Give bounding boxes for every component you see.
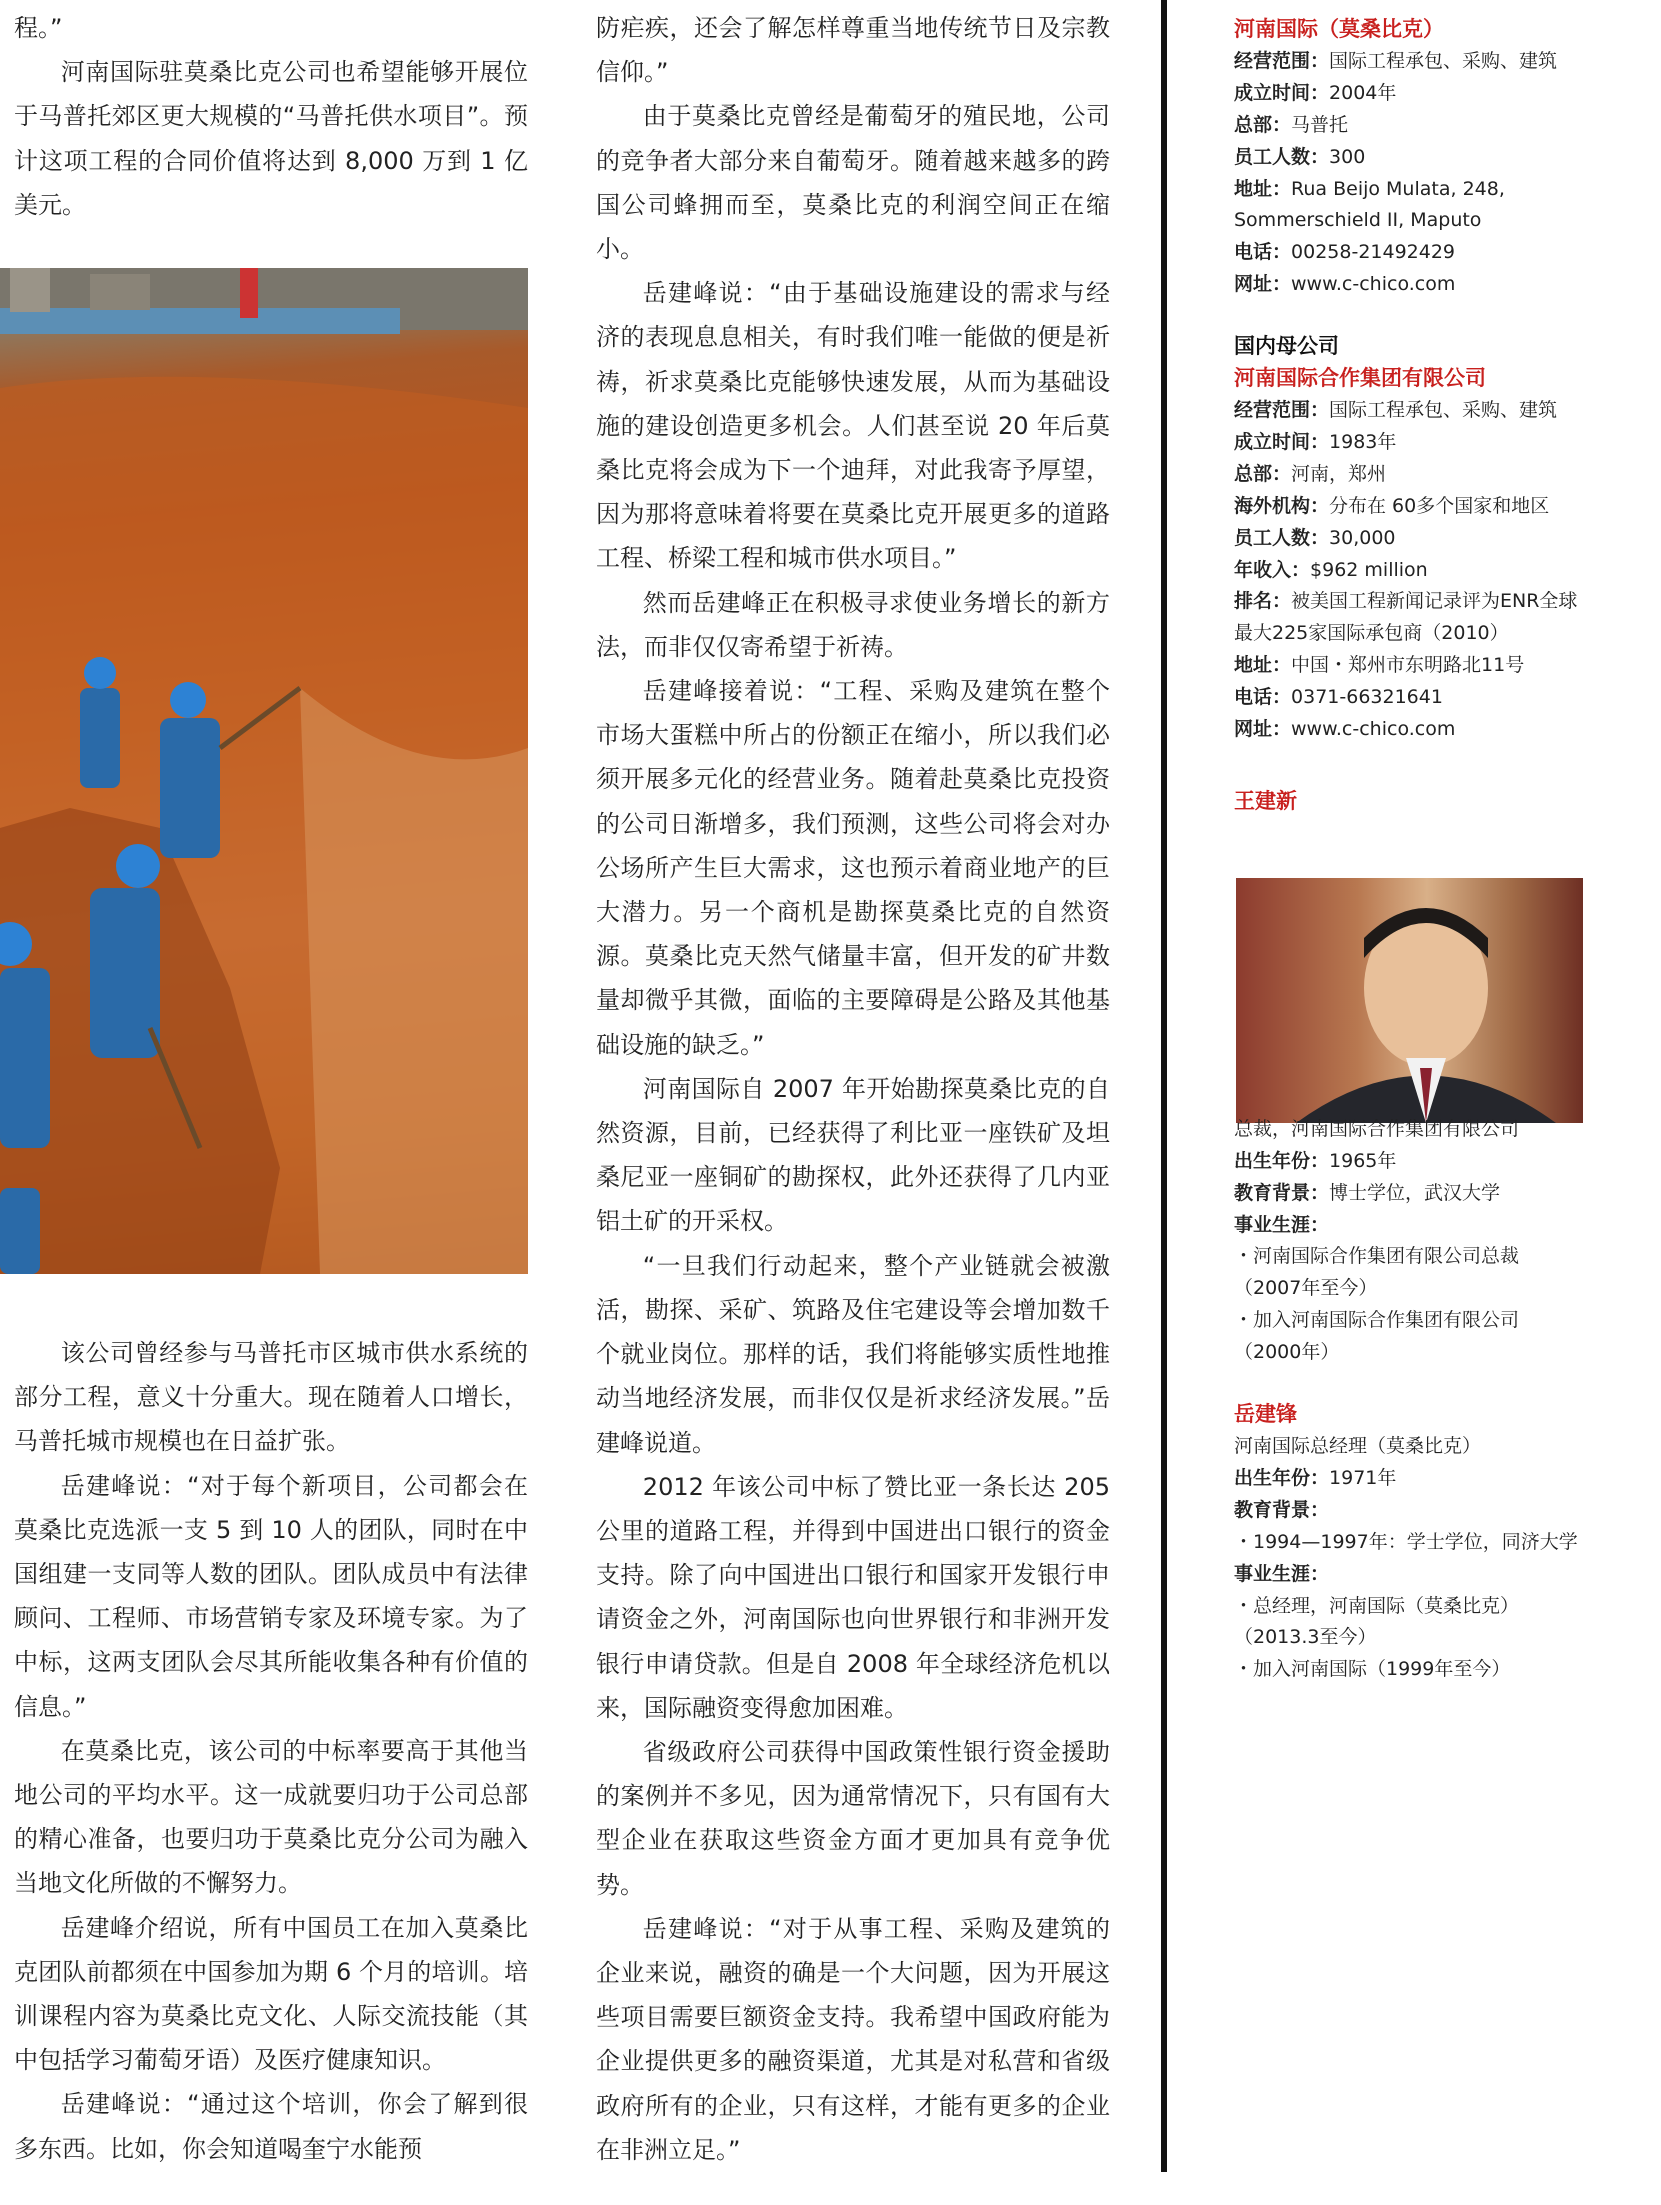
career-item: ・总经理，河南国际（莫桑比克）（2013.3至今） (1234, 1594, 1520, 1649)
career-item: ・加入河南国际（1999年至今） (1234, 1658, 1511, 1681)
info-row: 经营范围：国际工程承包、采购、建筑 (1234, 49, 1558, 72)
person-title: 总裁，河南国际合作集团有限公司 (1234, 1117, 1520, 1140)
info-row: 地址：Rua Beijo Mulata, 248, Sommerschield II, Maputo (1234, 177, 1505, 232)
column-1-top (14, 6, 528, 227)
info-row: 网址：www.c-chico.com (1234, 718, 1456, 741)
career-label: 事业生涯： (1234, 1562, 1330, 1585)
info-row: 员工人数：30,000 (1234, 526, 1396, 549)
info-row: 年收入：$962 million (1234, 558, 1428, 581)
paragraph: 2012 年该公司中标了赞比亚一条长达 205 公里的道路工程，并得到中国进出口银行的资金支持。除了向中国进出口银行和国家开发银行申请资金之外，河南国际也向世界银行和非洲开发银行申请贷款。但是自 2008 年全球经济危机以来，国际融资变得愈加困难。 (596, 1472, 1110, 1722)
info-row: 网址：www.c-chico.com (1234, 273, 1456, 296)
person-title: 河南国际总经理（莫桑比克） (1234, 1435, 1482, 1457)
education-label: 教育背景： (1234, 1498, 1330, 1521)
paragraph: 岳建峰说：“对于每个新项目，公司都会在莫桑比克选派一支 5 到 10 人的团队，同时在中国组建一支同等人数的团队。团队成员中有法律顾问、工程师、市场营销专家及环境专家。为了中标，这两支团队会尽其所能收集各种有价值的信息。” (14, 1471, 528, 1721)
paragraph: 岳建峰介绍说，所有中国员工在加入莫桑比克团队前都须在中国参加为期 6 个月的培训。培训课程内容为莫桑比克文化、人际交流技能（其中包括学习葡萄牙语）及医疗健康知识。 (14, 1913, 528, 2075)
info-row: 成立时间：1983年 (1234, 430, 1397, 453)
person-name: 岳建锋 (1234, 1402, 1297, 1427)
info-row: 成立时间：2004年 (1234, 81, 1397, 104)
info-row: 总部：马普托 (1234, 113, 1349, 136)
info-row: 员工人数：300 (1234, 145, 1366, 168)
column-2 (596, 6, 1110, 2172)
paragraph: 程。” (14, 14, 63, 42)
paragraph: 河南国际驻莫桑比克公司也希望能够开展位于马普托郊区更大规模的“马普托供水项目”。预计这项工程的合同价值将达到 8,000 万到 1 亿美元。 (14, 58, 528, 219)
parent-company-label: 国内母公司 (1234, 334, 1339, 359)
info-row: 出生年份：1965年 (1234, 1149, 1397, 1172)
column-1-bottom (14, 1331, 528, 2171)
sidebar (1234, 14, 1586, 1686)
info-row: 总部：河南，郑州 (1234, 462, 1387, 485)
paragraph: 在莫桑比克，该公司的中标率要高于其他当地公司的平均水平。这一成就要归功于公司总部的精心准备，也要归功于莫桑比克分公司为融入当地文化所做的不懈努力。 (14, 1736, 528, 1898)
info-row: 教育背景：博士学位，武汉大学 (1234, 1181, 1501, 1204)
career-item: ・河南国际合作集团有限公司总裁（2007年至今） (1234, 1245, 1520, 1300)
career-item: ・加入河南国际合作集团有限公司（2000年） (1234, 1309, 1520, 1364)
info-row: 排名：被美国工程新闻记录评为ENR全球最大225家国际承包商（2010） (1234, 590, 1578, 645)
info-row: 经营范围：国际工程承包、采购、建筑 (1234, 398, 1558, 421)
info-row: 海外机构：分布在 60多个国家和地区 (1234, 494, 1550, 517)
info-row: 出生年份：1971年 (1234, 1466, 1397, 1489)
column-divider (1161, 0, 1167, 2172)
career-label: 事业生涯： (1234, 1213, 1330, 1236)
info-row: 电话：0371-66321641 (1234, 686, 1443, 709)
paragraph: “一旦我们行动起来，整个产业链就会被激活，勘探、采矿、筑路及住宅建设等会增加数千个就业岗位。那样的话，我们将能够实质性地推动当地经济发展，而非仅仅是祈求经济发展。”岳建峰说道。 (596, 1251, 1110, 1457)
paragraph: 省级政府公司获得中国政策性银行资金援助的案例并不多见，因为通常情况下，只有国有大型企业在获取这些资金方面才更加具有竞争优势。 (596, 1737, 1110, 1899)
paragraph: 岳建峰说：“由于基础设施建设的需求与经济的表现息息相关，有时我们唯一能做的便是祈祷，祈求莫桑比克能够快速发展，从而为基础设施的建设创造更多机会。人们甚至说 20 年后莫桑比克将会成为下一个迪拜，对此我寄予厚望，因为那将意味着将要在莫桑比克开展更多的道路工程、桥梁工程和城市供水项目。” (596, 279, 1110, 573)
paragraph: 岳建峰说：“通过这个培训，你会了解到很多东西。比如，你会知道喝奎宁水能预 (14, 2090, 528, 2163)
paragraph: 由于莫桑比克曾经是葡萄牙的殖民地，公司的竞争者大部分来自葡萄牙。随着越来越多的跨国公司蜂拥而至，莫桑比克的利润空间正在缩小。 (596, 102, 1110, 264)
info-row: 电话：00258-21492429 (1234, 241, 1456, 264)
company-title: 河南国际（莫桑比克） (1234, 17, 1444, 41)
paragraph: 防疟疾，还会了解怎样尊重当地传统节日及宗教信仰。” (596, 14, 1110, 87)
education-item: ・1994—1997年：学士学位，同济大学 (1234, 1530, 1578, 1553)
parent-company-title: 河南国际合作集团有限公司 (1234, 366, 1486, 391)
paragraph: 该公司曾经参与马普托市区城市供水系统的部分工程，意义十分重大。现在随着人口增长，马普托城市规模也在日益扩张。 (14, 1339, 528, 1456)
construction-workers-photo (0, 268, 528, 1274)
info-row: 地址：中国・郑州市东明路北11号 (1234, 654, 1525, 677)
paragraph: 岳建峰说：“对于从事工程、采购及建筑的企业来说，融资的确是一个大问题，因为开展这些项目需要巨额资金支持。我希望中国政府能为企业提供更多的融资渠道，尤其是对私营和省级政府所有的企业，只有这样，才能有更多的企业在非洲立足。” (596, 1914, 1110, 2164)
person-name: 王建新 (1234, 788, 1297, 813)
paragraph: 然而岳建峰正在积极寻求使业务增长的新方法，而非仅仅寄希望于祈祷。 (596, 588, 1110, 661)
paragraph: 岳建峰接着说：“工程、采购及建筑在整个市场大蛋糕中所占的份额正在缩小，所以我们必须开展多元化的经营业务。随着赴莫桑比克投资的公司日渐增多，我们预测，这些公司将会对办公场所产生巨大需求，这也预示着商业地产的巨大潜力。另一个商机是勘探莫桑比克的自然资源。莫桑比克天然气储量丰富，但开发的矿井数量却微乎其微，面临的主要障碍是公路及其他基础设施的缺乏。” (596, 677, 1110, 1059)
paragraph: 河南国际自 2007 年开始勘探莫桑比克的自然资源，目前，已经获得了利比亚一座铁矿及坦桑尼亚一座铜矿的勘探权，此外还获得了几内亚铝土矿的开采权。 (596, 1074, 1110, 1236)
